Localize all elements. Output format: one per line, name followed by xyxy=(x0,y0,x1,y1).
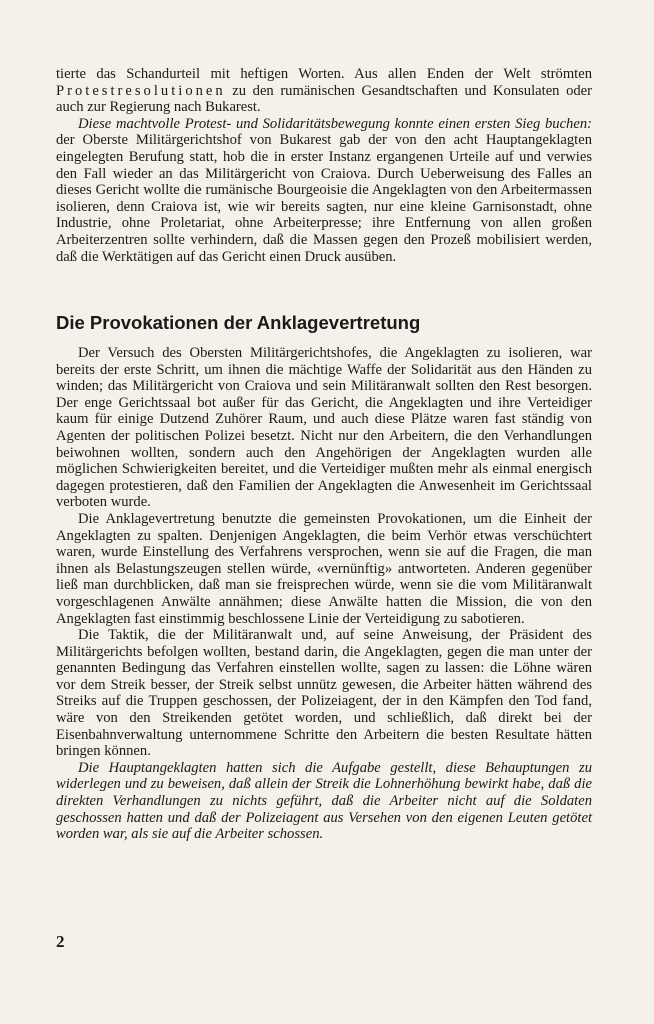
paragraph: Die Taktik, die der Militäranwalt und, auf seine Anweisung, der Präsident des Militärgerichts befolgen wollten, bestand darin, die Angeklagten, gegen die man unter der genannten Bedingung das Verfahren einstellen wollte, sagen zu lassen: die Löhne wären vor dem Streik besser, der Streik selbst unnütz gewesen, die Arbeiter hätten während des Streiks auf die Truppen geschossen, der Polizeiagent, der in den Kämpfen den Tod fand, wäre von den Streikenden getötet worden, und schließlich, daß direkt bei der Eisenbahnverwaltung unternommene Schritte den Arbeitern die besten Resultate hätten bringen können. xyxy=(56,627,592,760)
spaced-emphasis: Protestresolutionen xyxy=(56,82,226,99)
page-number: 2 xyxy=(56,932,65,951)
top-text-block xyxy=(56,66,592,265)
text-run: zu den rumänischen Gesandtschaften und Konsulaten oder auch zur Regierung nach Bukarest. xyxy=(56,82,592,116)
paragraph: Der Versuch des Obersten Militärgerichtshofes, die Angeklagten zu isolieren, war bereits der erste Schritt, um ihnen die mächtige Waffe der Solidarität aus den Händen zu winden; das Militärgericht von Craiova und sein Militäranwalt sollten den Rest besorgen. Der enge Gerichtssaal bot außer für das Gericht, die Angeklagten und ihre Verteidiger kaum für einige Dutzend Zuhörer Raum, und auch diese Plätze waren fast ständig von Agenten der politischen Polizei besetzt. Nicht nur den Arbeitern, die den Verhandlungen beiwohnen wollten, sondern auch den Angehörigen der Angeklagten wurden alle möglichen Schwierigkeiten bereitet, und die Verteidiger mußten mehr als einmal energisch dagegen protestieren, daß den Familien der Angeklagten die Anwesenheit im Gerichtssaal verboten wurde. xyxy=(56,345,592,511)
text-run: der Oberste Militärgerichtshof von Bukarest gab der von den acht Hauptangeklagten eingelegten Berufung statt, hob die in erster Instanz ergangenen Urteile auf und verwies den Fall wieder an das Militärgericht von Craiova. Durch Ueberweisung des Falles an dieses Gericht wollte die rumänische Bourgeoisie die Angeklagten von den Arbeitermassen isolieren, denn Craiova ist, wie wir bereits sagten, nur eine kleine Garnisonstadt, ohne Industrie, ohne Proletariat, ohne Arbeiterpresse; ihre Entfernung von allen großen Arbeiterzentren sollte verhindern, daß die Massen gegen den Prozeß mobilisiert werden, daß die Werktätigen auf das Gericht einen Druck ausüben. xyxy=(56,132,592,265)
section-heading: Die Provokationen der Anklagevertretung xyxy=(56,312,421,333)
paragraph-italic: Die Hauptangeklagten hatten sich die Aufgabe gestellt, diese Behauptungen zu widerlegen und zu beweisen, daß allein der Streik die Lohnerhöhung bewirkt habe, daß die direkten Verhandlungen zu nichts geführt, daß die Arbeiter nicht auf die Soldaten geschossen hatten und daß der Polizeiagent aus Versehen von den eigenen Leuten getötet worden war, als sie auf die Arbeiter schossen. xyxy=(56,759,592,843)
body-text-block xyxy=(56,345,592,843)
italic-lead: Diese machtvolle Protest- und Solidaritätsbewegung konnte einen ersten Sieg buchen: xyxy=(78,115,592,132)
paragraph xyxy=(56,116,592,265)
paragraph xyxy=(56,66,592,116)
text-run: tierte das Schandurteil mit heftigen Worten. Aus allen Enden der Welt strömten xyxy=(56,66,592,82)
paragraph: Die Anklagevertretung benutzte die gemeinsten Provokationen, um die Einheit der Angeklagten zu spalten. Denjenigen Angeklagten, die beim Verhör etwas verschüchtert waren, wurde Einstellung des Verfahrens versprochen, wenn sie auf die Fragen, die man ihnen als Belastungszeugen stellen würde, «vernünftig» antworteten. Anderen gegenüber ließ man durchblicken, daß man sie freisprechen würde, wenn sie die vom Militäranwalt vorgeschlagenen Anwälte annähmen; diese Anwälte hatten die Mission, die von den Angeklagten fast einstimmig beschlossene Linie der Verteidigung zu sabotieren. xyxy=(56,510,592,627)
